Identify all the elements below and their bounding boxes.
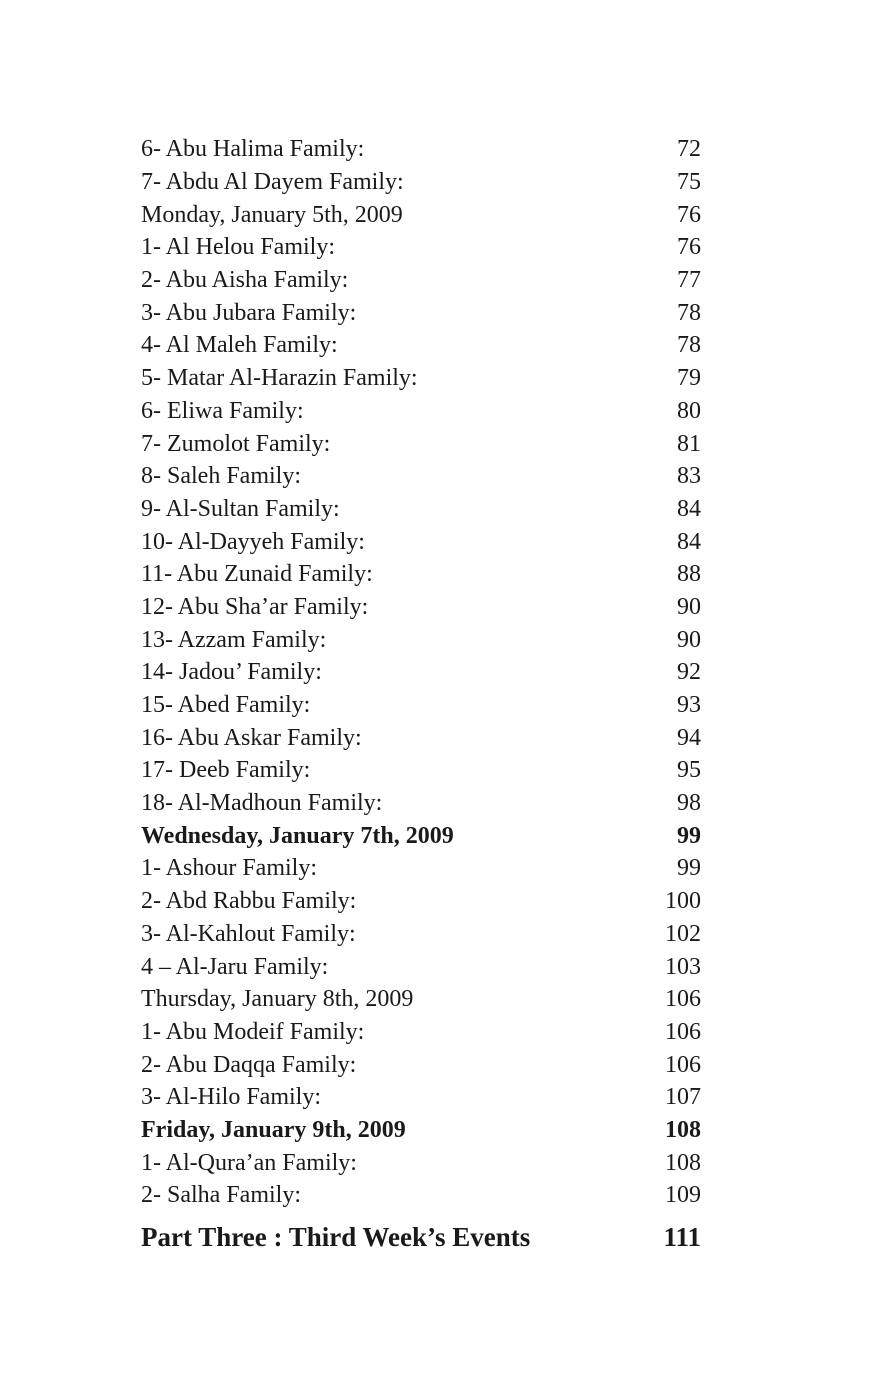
toc-entry-title: Wednesday, January 7th, 2009 — [141, 822, 454, 849]
toc-page-number: 83 — [677, 463, 701, 490]
toc-entry-title: 16- Abu Askar Family: — [141, 724, 362, 751]
toc-entry-row — [141, 362, 701, 395]
day-heading-row — [141, 983, 701, 1016]
toc-page-number: 90 — [677, 593, 701, 620]
toc-page-number: 108 — [665, 1149, 701, 1176]
toc-entry-row — [141, 721, 701, 754]
toc-entry-title: Part Three : Third Week’s Events — [141, 1221, 531, 1252]
toc-page-number: 102 — [665, 920, 701, 947]
toc-entry-row — [141, 133, 701, 166]
toc-entry-title: 7- Zumolot Family: — [141, 430, 331, 457]
toc-page-number: 92 — [677, 659, 701, 686]
toc-entry-row — [141, 1179, 701, 1212]
toc-entry-title: Monday, January 5th, 2009 — [141, 201, 403, 228]
toc-entry-row — [141, 427, 701, 460]
toc-page-number: 111 — [663, 1221, 701, 1252]
toc-entry-title: 1- Al Helou Family: — [141, 234, 335, 261]
part-heading-row — [141, 1215, 701, 1259]
toc-entry-row — [141, 623, 701, 656]
toc-entry-row — [141, 460, 701, 493]
toc-entry-row — [141, 1146, 701, 1179]
toc-entry-title: 1- Abu Modeif Family: — [141, 1018, 365, 1045]
toc-entry-row — [141, 395, 701, 428]
toc-entry-title: 9- Al-Sultan Family: — [141, 495, 340, 522]
toc-entry-title: 3- Abu Jubara Family: — [141, 299, 357, 326]
toc-page-number: 75 — [677, 169, 701, 196]
toc-entry-title: 13- Azzam Family: — [141, 626, 327, 653]
toc-entry-title: 4- Al Maleh Family: — [141, 332, 338, 359]
toc-entry-title: 7- Abdu Al Dayem Family: — [141, 169, 404, 196]
toc-entry-title: 2- Abu Daqqa Family: — [141, 1051, 357, 1078]
toc-page-number: 95 — [677, 757, 701, 784]
toc-page-number: 93 — [677, 692, 701, 719]
toc-entry-row — [141, 754, 701, 787]
toc-entry-title: 14- Jadou’ Family: — [141, 659, 322, 686]
toc-entry-title: 3- Al-Kahlout Family: — [141, 920, 356, 947]
toc-entry-row — [141, 264, 701, 297]
toc-entry-row — [141, 493, 701, 526]
toc-entry-title: Thursday, January 8th, 2009 — [141, 986, 414, 1013]
toc-entry-row — [141, 231, 701, 264]
toc-page-number: 106 — [665, 1051, 701, 1078]
toc-entry-row — [141, 918, 701, 951]
toc-page-number: 99 — [677, 855, 701, 882]
toc-page-number: 98 — [677, 790, 701, 817]
toc-entry-row — [141, 1016, 701, 1049]
toc-entry-row — [141, 558, 701, 591]
toc-entry-title: 4 – Al-Jaru Family: — [141, 953, 329, 980]
toc-page-number: 103 — [665, 953, 701, 980]
toc-entry-title: 17- Deeb Family: — [141, 757, 311, 784]
toc-page-number: 108 — [665, 1116, 701, 1143]
toc-entry-title: 1- Ashour Family: — [141, 855, 318, 882]
toc-entry-title: 8- Saleh Family: — [141, 463, 301, 490]
toc-entry-row — [141, 787, 701, 820]
toc-page-number: 80 — [677, 397, 701, 424]
table-of-contents — [141, 133, 701, 1259]
toc-page-number: 94 — [677, 724, 701, 751]
toc-entry-row — [141, 1081, 701, 1114]
toc-entry-row — [141, 885, 701, 918]
toc-entry-row — [141, 852, 701, 885]
toc-page-number: 100 — [665, 888, 701, 915]
toc-page-number: 99 — [677, 822, 701, 849]
toc-entry-title: 2- Salha Family: — [141, 1182, 301, 1209]
toc-page-number: 84 — [677, 528, 701, 555]
toc-page-number: 90 — [677, 626, 701, 653]
toc-page-number: 76 — [677, 234, 701, 261]
day-heading-row — [141, 198, 701, 231]
toc-page-number: 106 — [665, 1018, 701, 1045]
toc-page-number: 84 — [677, 495, 701, 522]
toc-page-number: 78 — [677, 332, 701, 359]
toc-page-number: 107 — [665, 1084, 701, 1111]
toc-entry-row — [141, 296, 701, 329]
toc-entry-title: Friday, January 9th, 2009 — [141, 1116, 406, 1143]
toc-entry-row — [141, 1048, 701, 1081]
toc-page-number: 76 — [677, 201, 701, 228]
toc-entry-row — [141, 525, 701, 558]
toc-page-number: 72 — [677, 136, 701, 163]
toc-entry-row — [141, 656, 701, 689]
toc-entry-row — [141, 950, 701, 983]
toc-entry-title: 6- Eliwa Family: — [141, 397, 304, 424]
toc-entry-title: 11- Abu Zunaid Family: — [141, 561, 373, 588]
toc-entry-title: 18- Al-Madhoun Family: — [141, 790, 383, 817]
toc-entry-title: 5- Matar Al-Harazin Family: — [141, 365, 418, 392]
toc-page-number: 81 — [677, 430, 701, 457]
toc-entry-title: 1- Al-Qura’an Family: — [141, 1149, 357, 1176]
day-heading-row — [141, 1114, 701, 1147]
toc-entry-row — [141, 591, 701, 624]
toc-entry-row — [141, 689, 701, 722]
toc-entry-title: 3- Al-Hilo Family: — [141, 1084, 321, 1111]
toc-page-number: 109 — [665, 1182, 701, 1209]
toc-entry-title: 2- Abu Aisha Family: — [141, 267, 349, 294]
toc-entry-title: 12- Abu Sha’ar Family: — [141, 593, 369, 620]
toc-page-number: 88 — [677, 561, 701, 588]
day-heading-row — [141, 819, 701, 852]
toc-entry-title: 10- Al-Dayyeh Family: — [141, 528, 365, 555]
toc-page-number: 78 — [677, 299, 701, 326]
toc-page-number: 79 — [677, 365, 701, 392]
toc-entry-row — [141, 166, 701, 199]
toc-entry-row — [141, 329, 701, 362]
toc-page-number: 77 — [677, 267, 701, 294]
toc-page-number: 106 — [665, 986, 701, 1013]
toc-entry-title: 15- Abed Family: — [141, 692, 311, 719]
toc-entry-title: 6- Abu Halima Family: — [141, 136, 365, 163]
toc-entry-title: 2- Abd Rabbu Family: — [141, 888, 357, 915]
